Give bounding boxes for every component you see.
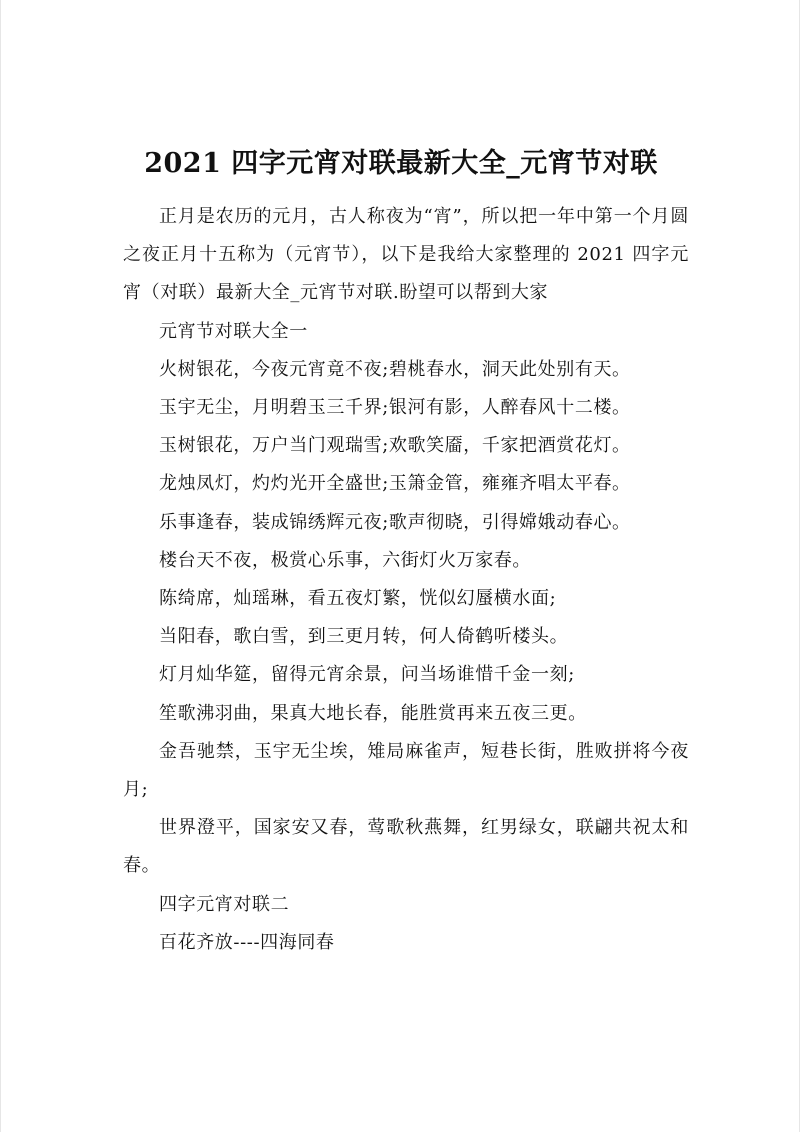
intro-paragraph: 正月是农历的元月，古人称夜为“宵”，所以把一年中第一个月圆之夜正月十五称为（元宵节），以下是我给大家整理的 2021 四字元宵（对联）最新大全_元宵节对联.盼望可以帮到大家 [123,206,689,304]
couplet-line: 当阳春，歌白雪，到三更月转，何人倚鹤听楼头。 [159,626,569,648]
couplet-line: 火树银花，今夜元宵竟不夜;碧桃春水，洞天此处别有天。 [159,358,631,380]
couplet-line: 百花齐放----四海同春 [159,931,335,953]
document-title: 2021 四字元宵对联最新大全_元宵节对联 [144,148,658,180]
couplet-line: 灯月灿华筵，留得元宵余景，问当场谁惜千金一刻; [159,664,575,686]
couplet-line: 世界澄平，国家安又春，莺歌秋燕舞，红男绿女，联翩共祝太和春。 [123,817,689,877]
couplet-line: 玉树银花，万户当门观瑞雪;欢歌笑靥，千家把酒赏花灯。 [159,435,631,457]
section-heading: 四字元宵对联二 [159,893,290,915]
couplet-line: 楼台天不夜，极赏心乐事，六街灯火万家春。 [159,549,531,571]
document-body [123,198,689,962]
couplet-line: 笙歌沸羽曲，果真大地长春，能胜赏再来五夜三更。 [159,702,587,724]
couplet-line: 玉宇无尘，月明碧玉三千界;银河有影，人醉春风十二楼。 [159,397,631,419]
couplet-line: 金吾驰禁，玉宇无尘埃，雉局麻雀声，短巷长街，胜败拼将今夜月; [123,740,689,801]
section-heading: 元宵节对联大全一 [159,320,308,342]
couplet-line: 乐事逢春，装成锦绣辉元夜;歌声彻晓，引得嫦娥动春心。 [159,511,631,533]
couplet-line: 陈绮席，灿瑶琳，看五夜灯繁，恍似幻蜃横水面; [159,588,557,610]
couplet-line: 龙烛凤灯，灼灼光开全盛世;玉箫金管，雍雍齐唱太平春。 [159,473,631,495]
